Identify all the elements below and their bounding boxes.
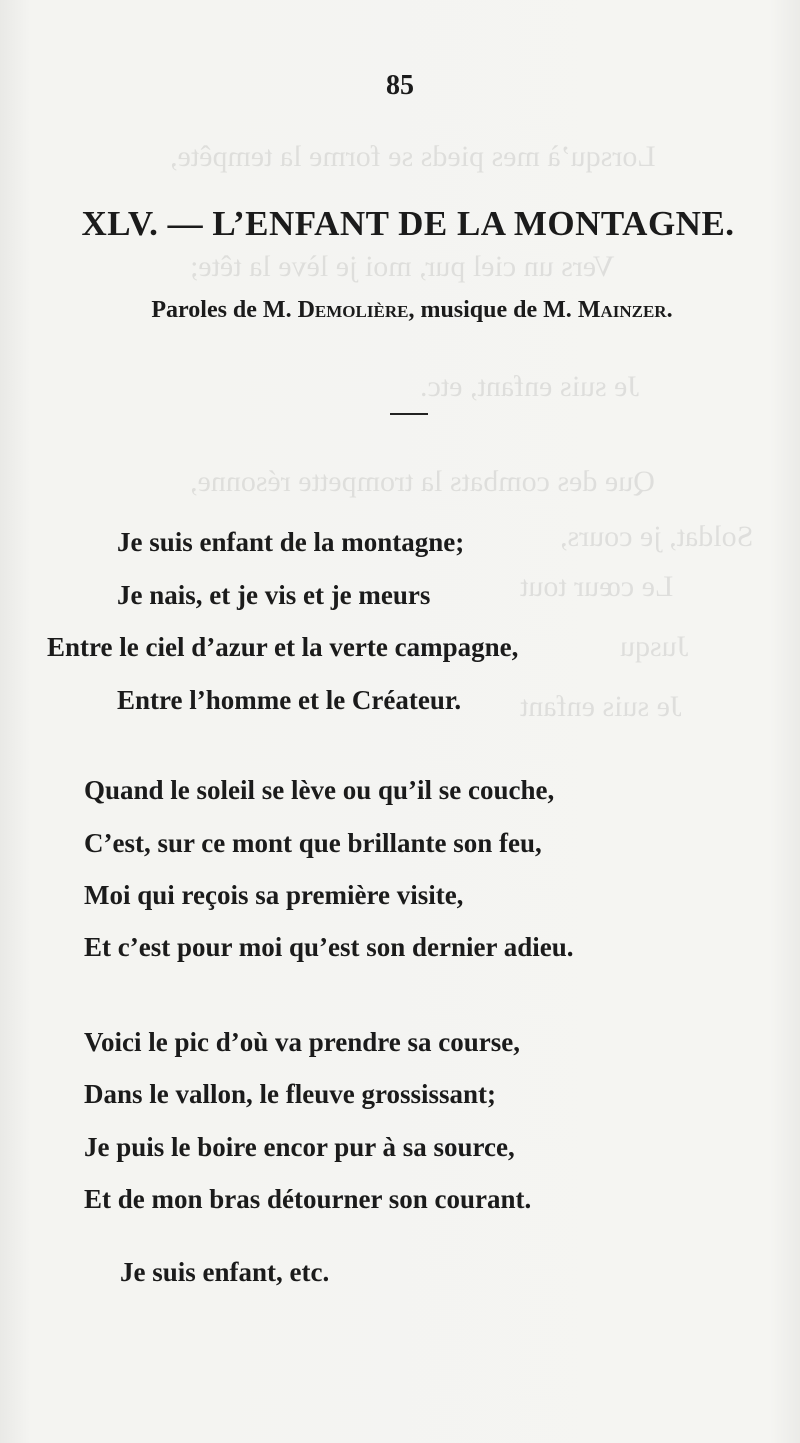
section-divider [390, 413, 428, 415]
show-through-decoration: Que des combats la trompette résonne, [190, 465, 655, 498]
verse-line: C’est, sur ce mont que brillante son feu, [84, 828, 542, 858]
show-through-decoration: Je suis enfant, etc. [420, 370, 640, 403]
composer-name: Mainzer. [577, 297, 673, 323]
show-through-decoration: Je suis enfant [520, 690, 682, 723]
verse-line: Entre le ciel d’azur et la verte campagne, [47, 632, 519, 662]
show-through-decoration: Lorsqu’à mes pieds se forme la tempête, [170, 140, 656, 173]
verse-line: Quand le soleil se lève ou qu’il se couche, [84, 775, 555, 805]
song-credits [0, 297, 800, 324]
refrain-line: Je suis enfant, etc. [120, 1257, 330, 1287]
verse-line: Et de mon bras détourner son courant. [84, 1184, 532, 1214]
verse-line: Je nais, et je vis et je meurs [117, 580, 431, 610]
verse-line: Et c’est pour moi qu’est son dernier adieu. [84, 932, 574, 962]
show-through-decoration: Le cœur tout [520, 570, 674, 603]
page-number: 85 [386, 70, 414, 101]
verse-line: Je suis enfant de la montagne; [117, 527, 465, 557]
verse-line: Je puis le boire encor pur à sa source, [84, 1132, 515, 1162]
credits-middle: , musique de M. [408, 297, 578, 323]
verse-line: Entre l’homme et le Créateur. [117, 685, 462, 715]
verse-line: Voici le pic d’où va prendre sa course, [84, 1027, 521, 1057]
show-through-decoration: Jusqu [620, 630, 689, 663]
verse-line: Moi qui reçois sa première visite, [84, 880, 464, 910]
credits-prefix: Paroles de M. [151, 297, 298, 323]
show-through-decoration: Soldat, je cours, [560, 520, 754, 553]
lyricist-name: Demolière [297, 297, 409, 323]
verse-line: Dans le vallon, le fleuve grossissant; [84, 1079, 497, 1109]
song-title: XLV. — L’ENFANT DE LA MONTAGNE. [81, 204, 735, 243]
show-through-decoration: Vers un ciel pur, moi je lève la tête; [190, 250, 615, 283]
